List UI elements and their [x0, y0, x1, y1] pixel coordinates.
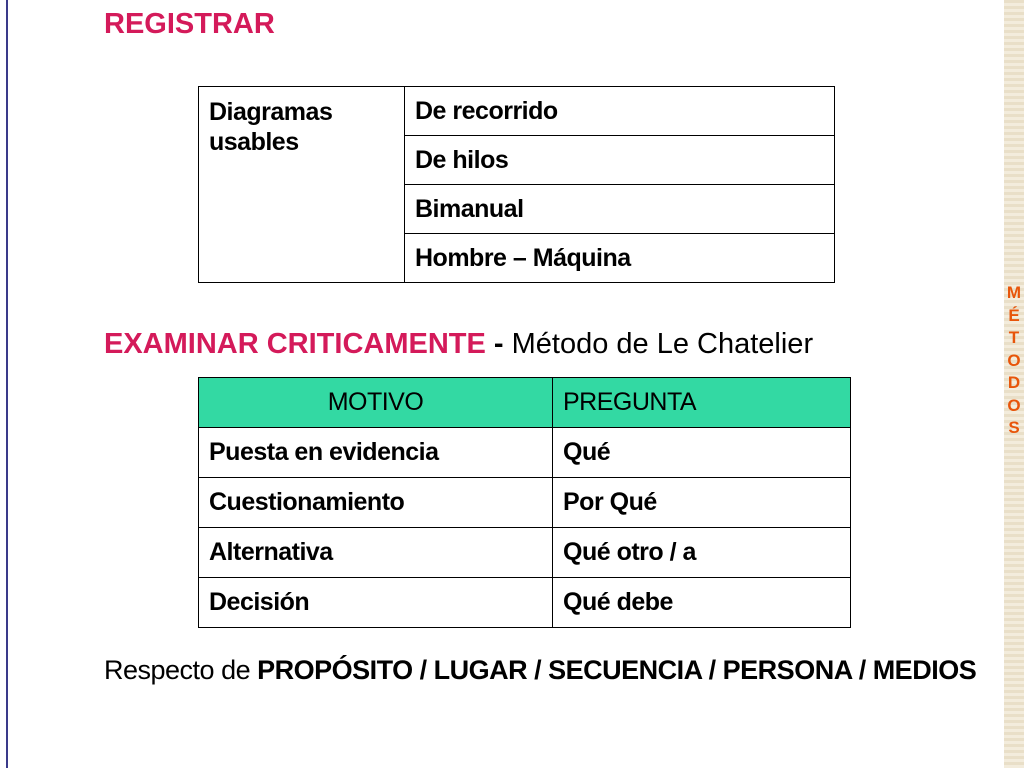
- diagram-item: Bimanual: [405, 185, 835, 234]
- respecto-paragraph: [104, 652, 984, 688]
- side-label-metodos: [1004, 282, 1024, 440]
- pregunta-cell: Qué otro / a: [553, 528, 851, 578]
- examinar-heading: [104, 328, 813, 361]
- table-header-row: [199, 378, 851, 428]
- diagram-item: De recorrido: [405, 87, 835, 136]
- respecto-prefix: Respecto de: [104, 655, 258, 685]
- pregunta-cell: Qué debe: [553, 578, 851, 628]
- examinar-separator: -: [485, 328, 512, 360]
- left-border-line: [6, 0, 8, 768]
- header-pregunta: PREGUNTA: [553, 378, 851, 428]
- motivo-pregunta-table: [198, 377, 851, 628]
- side-letter: M: [1006, 283, 1022, 302]
- respecto-terms: PROPÓSITO / LUGAR / SECUENCIA / PERSONA / MEDIOS: [257, 655, 977, 685]
- diagrams-row-header: Diagramas usables: [199, 87, 405, 283]
- header-motivo: MOTIVO: [199, 378, 553, 428]
- side-letter: S: [1008, 418, 1020, 437]
- pregunta-cell: Por Qué: [553, 478, 851, 528]
- table-row: [199, 428, 851, 478]
- examinar-subtitle: Método de Le Chatelier: [511, 328, 814, 360]
- table-row: [199, 578, 851, 628]
- diagram-item: Hombre – Máquina: [405, 234, 835, 283]
- motivo-cell: Puesta en evidencia: [199, 428, 553, 478]
- table-row: [199, 528, 851, 578]
- side-letter: É: [1008, 305, 1020, 325]
- motivo-cell: Decisión: [199, 578, 553, 628]
- motivo-cell: Alternativa: [199, 528, 553, 578]
- motivo-cell: Cuestionamiento: [199, 478, 553, 528]
- registrar-heading: REGISTRAR: [104, 8, 275, 40]
- examinar-title: EXAMINAR CRITICAMENTE: [104, 328, 486, 360]
- table-row: [199, 87, 835, 136]
- side-letter: D: [1007, 373, 1021, 392]
- pregunta-cell: Qué: [553, 428, 851, 478]
- diagram-item: De hilos: [405, 136, 835, 185]
- diagrams-table: [198, 86, 835, 283]
- side-letter: O: [1007, 350, 1021, 370]
- side-letter: O: [1007, 395, 1021, 415]
- table-row: [199, 478, 851, 528]
- side-letter: T: [1008, 328, 1020, 347]
